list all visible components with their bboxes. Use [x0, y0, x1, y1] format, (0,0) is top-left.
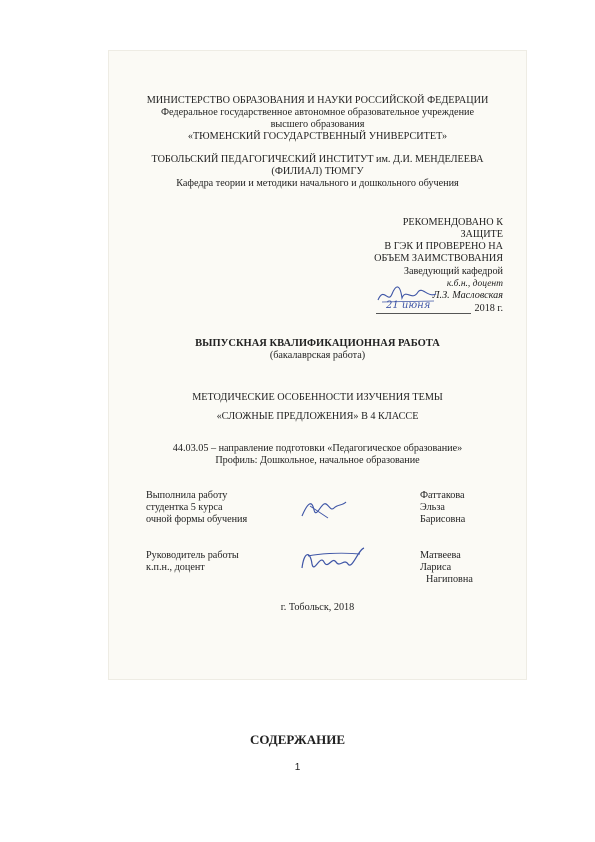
author-label-1: Выполнила работу — [146, 490, 228, 501]
direction-line: 44.03.05 – направление подготовки «Педагогическое образование» — [172, 443, 463, 454]
supervisor-name: Лариса — [420, 562, 452, 573]
work-subtype: (бакалаврская работа) — [269, 350, 366, 361]
institute-name: ТОБОЛЬСКИЙ ПЕДАГОГИЧЕСКИЙ ИНСТИТУТ им. Д.И. МЕНДЕЛЕЕВА — [151, 154, 484, 165]
topic-line-2: «СЛОЖНЫЕ ПРЕДЛОЖЕНИЯ» В 4 КЛАССЕ — [216, 411, 419, 422]
topic-line-1: МЕТОДИЧЕСКИЕ ОСОБЕННОСТИ ИЗУЧЕНИЯ ТЕМЫ — [192, 392, 443, 403]
approval-line-1: РЕКОМЕНДОВАНО К — [402, 217, 503, 228]
toc-heading: СОДЕРЖАНИЕ — [249, 732, 346, 747]
supervisor-patronymic: Нагиповна — [426, 574, 473, 585]
supervisor-signature — [298, 544, 370, 578]
head-name: Л.З. Масловская — [432, 290, 503, 301]
author-patronymic: Барисовна — [420, 514, 466, 525]
approval-line-4: ОБЪЕМ ЗАИМСТВОВАНИЯ — [374, 253, 503, 264]
ministry-line: МИНИСТЕРСТВО ОБРАЗОВАНИЯ И НАУКИ РОССИЙСКОЙ ФЕДЕРАЦИИ — [146, 95, 489, 106]
work-type: ВЫПУСКНАЯ КВАЛИФИКАЦИОННАЯ РАБОТА — [195, 338, 440, 349]
page-number: 1 — [294, 762, 301, 773]
department-name: Кафедра теории и методики начального и дошкольного обучения — [176, 178, 459, 189]
head-degree: к.б.н., доцент — [446, 279, 503, 289]
author-signature — [298, 496, 348, 522]
title-page-scan — [108, 50, 527, 680]
supervisor-surname: Матвеева — [420, 550, 461, 561]
approval-line-3: В ГЭК И ПРОВЕРЕНО НА — [384, 241, 503, 252]
author-label-2: студентка 5 курса — [146, 502, 223, 513]
author-surname: Фаттакова — [420, 490, 465, 501]
institution-type-line-2: высшего образования — [270, 119, 365, 130]
approval-line-2: ЗАЩИТЕ — [460, 229, 503, 240]
university-name: «ТЮМЕНСКИЙ ГОСУДАРСТВЕННЫЙ УНИВЕРСИТЕТ» — [187, 131, 448, 142]
author-label-3: очной формы обучения — [146, 514, 248, 525]
institute-branch: (ФИЛИАЛ) ТЮМГУ — [271, 166, 364, 177]
profile-line: Профиль: Дошкольное, начальное образование — [215, 455, 420, 466]
approval-year: 2018 г. — [474, 303, 503, 314]
date-underline — [376, 313, 471, 314]
head-position: Заведующий кафедрой — [403, 266, 503, 277]
supervisor-label-2: к.п.н., доцент — [146, 562, 205, 573]
institution-type-line: Федеральное государственное автономное образовательное учреждение — [160, 107, 474, 118]
author-name: Эльза — [420, 502, 445, 513]
place-year: г. Тобольск, 2018 — [280, 602, 355, 613]
supervisor-label-1: Руководитель работы — [146, 550, 239, 561]
handwritten-date: 21 июня — [386, 300, 431, 311]
